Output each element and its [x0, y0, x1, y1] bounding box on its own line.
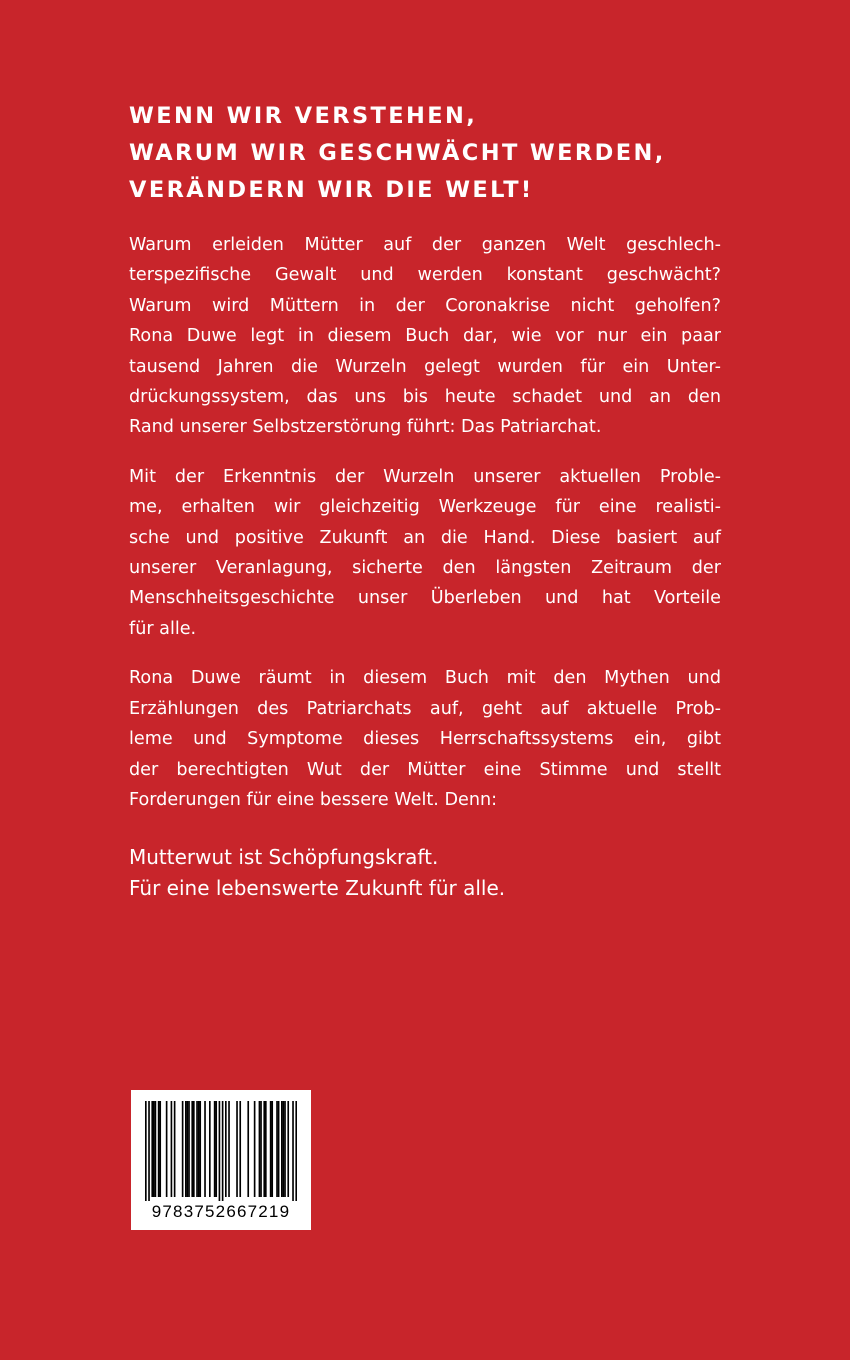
- barcode-bar: [287, 1101, 289, 1197]
- blurb-paragraph-3: [129, 663, 721, 815]
- barcode-bars: [145, 1101, 297, 1201]
- barcode-bar: [153, 1101, 155, 1197]
- barcode-bar: [270, 1101, 272, 1197]
- barcode-bar: [159, 1101, 161, 1197]
- headline-line: VERÄNDERN WIR DIE WELT!: [129, 177, 534, 203]
- text-line: der berechtigten Wut der Mütter eine Stimme und stellt: [129, 759, 721, 780]
- text-line: drückungssystem, das uns bis heute schadet und an den: [129, 387, 721, 408]
- closing-statement: [129, 842, 729, 904]
- text-line: Erzählungen des Patriarchats auf, geht auf aktuelle Prob-: [129, 698, 721, 719]
- barcode-bar: [284, 1101, 286, 1197]
- isbn-barcode: [131, 1090, 311, 1230]
- text-line: Rona Duwe räumt in diesem Buch mit den Mythen und: [129, 668, 721, 689]
- text-line: sche und positive Zukunft an die Hand. Diese basiert auf: [129, 527, 721, 548]
- barcode-bar: [260, 1101, 262, 1197]
- barcode-bar: [193, 1101, 195, 1197]
- barcode-bar: [247, 1101, 249, 1197]
- barcode-bar: [171, 1101, 173, 1197]
- text-line: Forderungen für eine bessere Welt. Denn:: [129, 789, 498, 810]
- barcode-bar: [204, 1101, 206, 1197]
- headline: [129, 98, 749, 209]
- barcode-bar: [145, 1101, 147, 1201]
- text-line: für alle.: [129, 618, 197, 639]
- barcode-bar: [219, 1101, 221, 1201]
- blurb-paragraph-2: [129, 462, 721, 644]
- barcode-bar: [158, 1101, 160, 1197]
- barcode-bar: [228, 1101, 230, 1197]
- text-line: Menschheitsgeschichte unser Überleben und hat Vorteile: [129, 588, 721, 609]
- barcode-bar: [292, 1101, 294, 1201]
- text-line: Mit der Erkenntnis der Wurzeln unserer aktuellen Proble-: [129, 466, 721, 487]
- barcode-bar: [271, 1101, 273, 1197]
- text-line: leme und Symptome dieses Herrschaftssystems ein, gibt: [129, 729, 721, 750]
- barcode-bar: [199, 1101, 201, 1197]
- barcode-bar: [166, 1101, 168, 1197]
- isbn-number: 9783752667219: [151, 1202, 291, 1221]
- barcode-bar: [263, 1101, 265, 1197]
- blurb-paragraph-1: [129, 230, 721, 443]
- text-line: terspezifische Gewalt und werden konstant geschwächt?: [129, 265, 721, 286]
- barcode-bar: [196, 1101, 198, 1197]
- barcode-bar: [182, 1101, 184, 1197]
- text-line: Rand unserer Selbstzerstörung führt: Das Patriarchat.: [129, 417, 602, 438]
- barcode-bar: [283, 1101, 285, 1197]
- barcode-bar: [148, 1101, 150, 1201]
- barcode-bar: [278, 1101, 280, 1197]
- barcode-bar: [236, 1101, 238, 1197]
- barcode-bar: [174, 1101, 176, 1197]
- closing-line: Mutterwut ist Schöpfungskraft.: [129, 845, 439, 869]
- barcode-bar: [254, 1101, 256, 1197]
- barcode-bar: [259, 1101, 261, 1197]
- barcode-bar: [214, 1101, 216, 1197]
- closing-line: Für eine lebenswerte Zukunft für alle.: [129, 876, 506, 900]
- barcode-bar: [151, 1101, 153, 1197]
- blurb-text: [129, 230, 721, 834]
- barcode-bar: [188, 1101, 190, 1197]
- headline-line: WENN WIR VERSTEHEN,: [129, 103, 478, 129]
- text-line: Rona Duwe legt in diesem Buch dar, wie vor nur ein paar: [129, 326, 721, 347]
- barcode-bar: [265, 1101, 267, 1197]
- barcode-bar: [209, 1101, 211, 1197]
- barcode-bar: [215, 1101, 217, 1197]
- text-line: tausend Jahren die Wurzeln gelegt wurden für ein Unter-: [129, 356, 721, 377]
- barcode-bar: [281, 1101, 283, 1197]
- barcode-bar: [295, 1101, 297, 1201]
- headline-line: WARUM WIR GESCHWÄCHT WERDEN,: [129, 140, 666, 166]
- barcode-bar: [191, 1101, 193, 1197]
- barcode-bar: [155, 1101, 157, 1197]
- barcode-bar: [198, 1101, 200, 1197]
- barcode-bar: [225, 1101, 227, 1197]
- text-line: Warum erleiden Mütter auf der ganzen Welt geschlech-: [129, 235, 721, 255]
- barcode-bar: [239, 1101, 241, 1197]
- barcode-bar: [222, 1101, 224, 1201]
- text-line: unserer Veranlagung, sicherte den längsten Zeitraum der: [129, 558, 721, 579]
- barcode-bar: [187, 1101, 189, 1197]
- text-line: Warum wird Müttern in der Coronakrise nicht geholfen?: [129, 295, 721, 316]
- barcode-bar: [276, 1101, 278, 1197]
- barcode-bar: [185, 1101, 187, 1197]
- text-line: me, erhalten wir gleichzeitig Werkzeuge für eine realisti-: [129, 497, 721, 518]
